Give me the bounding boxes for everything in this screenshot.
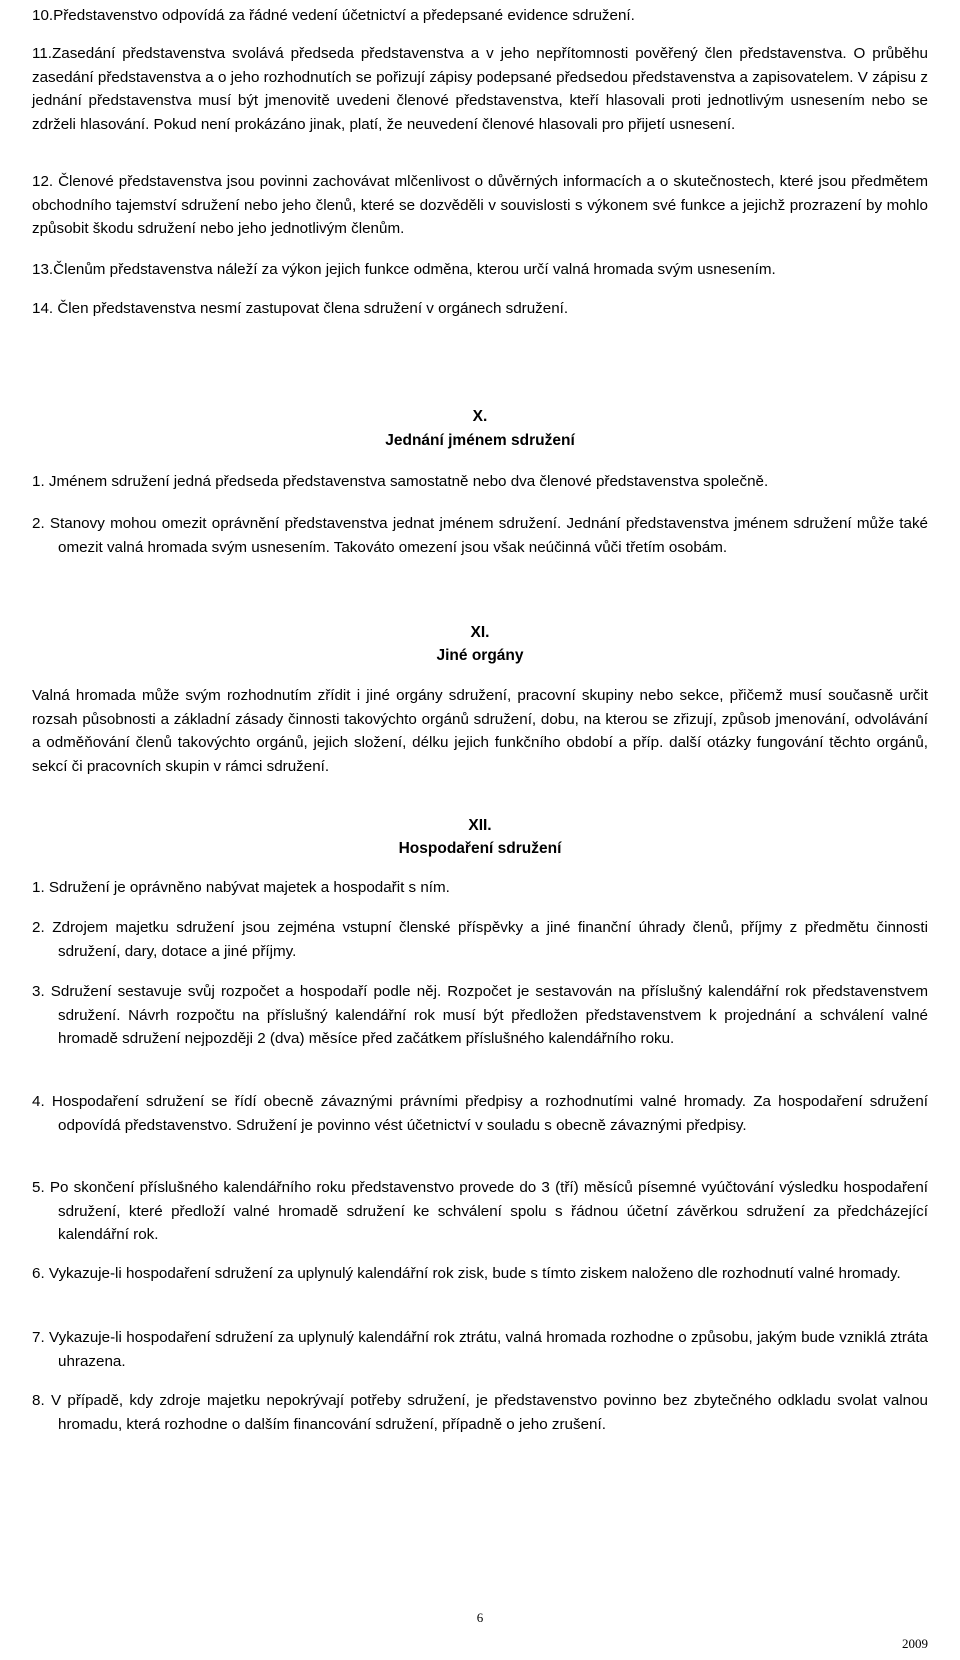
paragraph-ix-13: 13.Členům představenstva náleží za výkon jejich funkce odměna, kterou určí valná hromada svým usnesením. (32, 261, 776, 278)
paragraph-ix-12: 12. Členové představenstva jsou povinni zachovávat mlčenlivost o důvěrných informacích a o skutečnostech, které jsou předmětem obchodního tajemství sdružení nebo jeho členů, které se dozvěděli v souvislosti s výkonem své funkce a jejichž prozrazení by mohlo způsobit škodu sdružení nebo jeho jednotlivým členům. (32, 173, 928, 237)
section-x-title: Jednání jménem sdružení (385, 432, 575, 449)
paragraph-xii-6: 6. Vykazuje-li hospodaření sdružení za uplynulý kalendářní rok zisk, bude s tímto ziskem naloženo dle rozhodnutí valné hromady. (32, 1265, 901, 1282)
paragraph-ix-14: 14. Člen představenstva nesmí zastupovat člena sdružení v orgánech sdružení. (32, 300, 569, 317)
page-number: 6 (476, 1610, 484, 1625)
section-xii-numeral: XII. (468, 817, 492, 834)
section-xii-title: Hospodaření sdružení (398, 840, 562, 857)
paragraph-xii-1: 1. Sdružení je oprávněno nabývat majetek a hospodařit s ním. (32, 879, 450, 896)
paragraph-xii-2: 2. Zdrojem majetku sdružení jsou zejména vstupní členské příspěvky a jiné finanční úhrady členů, příjmy z předmětu činnosti sdružení, dary, dotace a jiné příjmy. (32, 919, 928, 960)
paragraph-x-1: 1. Jménem sdružení jedná předseda představenstva samostatně nebo dva členové představenstva společně. (32, 473, 769, 490)
paragraph-xii-4: 4. Hospodaření sdružení se řídí obecně závaznými právními předpisy a rozhodnutími valné hromady. Za hospodaření sdružení odpovídá představenstvo. Sdružení je povinno vést účetnictví v souladu s obecně závaznými předpisy. (32, 1093, 928, 1134)
paragraph-xi-1: Valná hromada může svým rozhodnutím zřídit i jiné orgány sdružení, pracovní skupiny nebo sekce, přičemž musí současně určit rozsah působnosti a základní zásady činnosti takovýchto orgánů sdružení, dobu, na kterou se zřizují, způsob jmenování, odvolávání a odměňování členů takovýchto orgánů, jejich složení, délku jejich funkčního období a příp. další otázky fungování těchto orgánů, sekcí či pracovních skupin v rámci sdružení. (32, 687, 928, 775)
paragraph-xii-7: 7. Vykazuje-li hospodaření sdružení za uplynulý kalendářní rok ztrátu, valná hromada rozhodne o způsobu, jakým bude vzniklá ztráta uhrazena. (32, 1329, 928, 1370)
section-x-numeral: X. (472, 408, 488, 425)
section-xi-title: Jiné orgány (436, 647, 524, 664)
footer-year: 2009 (902, 1636, 928, 1651)
paragraph-ix-10: 10.Představenstvo odpovídá za řádné vedení účetnictví a předepsané evidence sdružení. (32, 7, 635, 24)
paragraph-xii-8: 8. V případě, kdy zdroje majetku nepokrývají potřeby sdružení, je představenstvo povinno bez zbytečného odkladu svolat valnou hromadu, která rozhodne o dalším financování sdružení, případně o jeho zrušení. (32, 1392, 928, 1433)
section-xi-numeral: XI. (470, 624, 490, 641)
paragraph-xii-3: 3. Sdružení sestavuje svůj rozpočet a hospodaří podle něj. Rozpočet je sestavován na příslušný kalendářní rok představenstvem sdružení. Návrh rozpočtu na příslušný kalendářní rok musí být předložen představenstvem k projednání a schválení valné hromadě sdružení nejpozději 2 (dva) měsíce před začátkem příslušného kalendářního roku. (32, 983, 928, 1047)
paragraph-ix-11: 11.Zasedání představenstva svolává předseda představenstva a v jeho nepřítomnosti pověřený člen představenstva. O průběhu zasedání představenstva a o jeho rozhodnutích se pořizují zápisy podepsané předsedou představenstva a zapisovatelem. V zápisu z jednání představenstva musí být jmenovitě uvedeni členové představenstva, kteří hlasovali proti jednotlivým usnesením nebo se zdrželi hlasování. Pokud není prokázáno jinak, platí, že neuvedení členové hlasovali pro přijetí usnesení. (32, 45, 928, 133)
paragraph-x-2: 2. Stanovy mohou omezit oprávnění představenstva jednat jménem sdružení. Jednání představenstva jménem sdružení může také omezit valná hromada svým usnesením. Takováto omezení jsou však neúčinná vůči třetím osobám. (32, 515, 928, 556)
paragraph-xii-5: 5. Po skončení příslušného kalendářního roku představenstvo provede do 3 (tří) měsíců písemné vyúčtování výsledku hospodaření sdružení, které předloží valné hromadě sdružení ke schválení spolu s řádnou účetní závěrkou sdružení za předcházející kalendářní rok. (32, 1179, 928, 1243)
